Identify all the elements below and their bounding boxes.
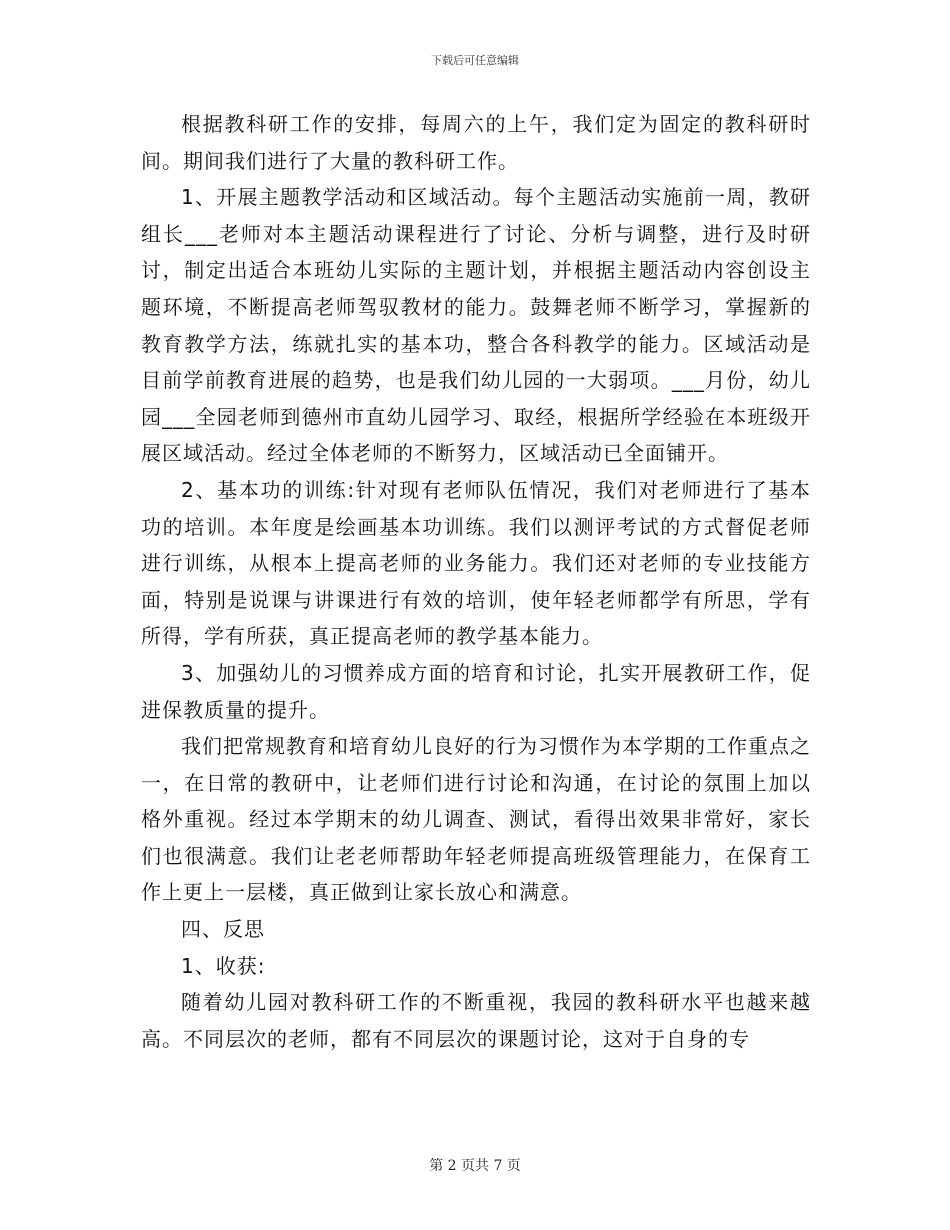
paragraph-item-2: 2、基本功的训练:针对现有老师队伍情况，我们对老师进行了基本功的培训。本年度是绘画基本功训练。我们以测评考试的方式督促老师进行训练，从根本上提高老师的业务能力。我们还对老师的专业技能方面，特别是说课与讲课进行有效的培训，使年轻老师都学有所思，学有所得，学有所获，真正提高老师的教学基本能力。 bbox=[141, 477, 811, 649]
paragraph-item-3: 3、加强幼儿的习惯养成方面的培育和讨论，扎实开展教研工作，促进保教质量的提升。 bbox=[141, 660, 811, 722]
paragraph-item-1: 1、开展主题教学活动和区域活动。每个主题活动实施前一周，教研组长___老师对本主题活动课程进行了讨论、分析与调整，进行及时研讨，制定出适合本班幼儿实际的主题计划，并根据主题活动内容创设主题环境，不断提高老师驾驭教材的能力。鼓舞老师不断学习，掌握新的教育教学方法，练就扎实的基本功，整合各科教学的能力。区域活动是目前学前教育进展的趋势，也是我们幼儿园的一大弱项。___月份，幼儿园___全园老师到德州市直幼儿园学习、取经，根据所学经验在本班级开展区域活动。经过全体老师的不断努力，区域活动已全面铺开。 bbox=[141, 185, 811, 466]
paragraph-intro: 根据教科研工作的安排，每周六的上午，我们定为固定的教科研时间。期间我们进行了大量的教科研工作。 bbox=[141, 112, 811, 173]
subheading-gains: 1、收获: bbox=[181, 953, 266, 978]
paragraph-gains: 随着幼儿园对教科研工作的不断重视，我园的教科研水平也越来越高。不同层次的老师，都有不同层次的课题讨论，这对于自身的专 bbox=[141, 990, 811, 1051]
page-footer: 第 2 页共 7 页 bbox=[429, 1158, 521, 1174]
document-body bbox=[141, 106, 811, 1057]
section-heading-reflection: 四、反思 bbox=[181, 917, 265, 942]
page-header: 下载后可任意编辑 bbox=[431, 54, 519, 67]
paragraph-habits: 我们把常规教育和培育幼儿良好的行为习惯作为本学期的工作重点之一，在日常的教研中，让老师们进行讨论和沟通，在讨论的氛围上加以格外重视。经过本学期末的幼儿调查、测试，看得出效果非常好，家长们也很满意。我们让老老师帮助年轻老师提高班级管理能力，在保育工作上更上一层楼，真正做到让家长放心和满意。 bbox=[141, 734, 811, 905]
